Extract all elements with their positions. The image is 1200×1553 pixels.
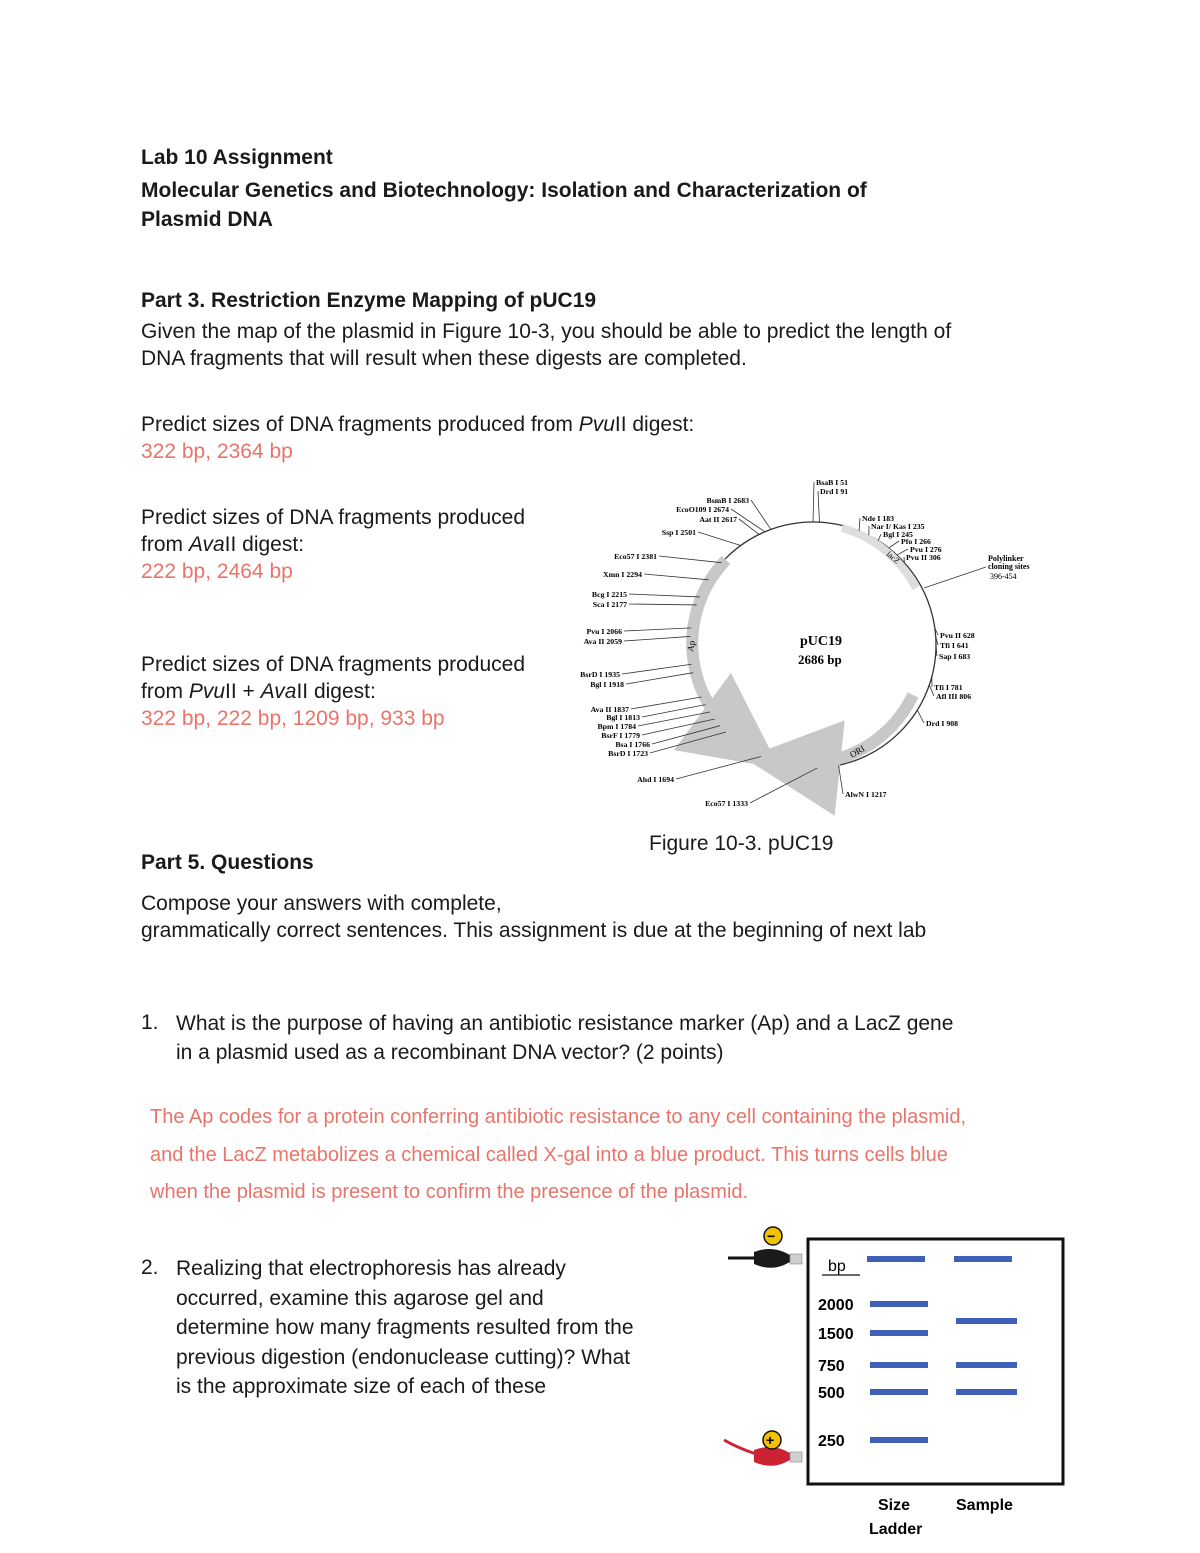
negative-electrode [728,1249,802,1268]
question2-number: 2. [141,1256,159,1279]
restriction-site-label: Aat II 2617 [699,515,737,524]
ladder-size-label: 750 [818,1358,845,1375]
restriction-site-tick [839,765,843,794]
sample-label: Sample [956,1497,1013,1514]
part3-question2-line2: from AvaII digest: [141,533,305,556]
restriction-site-label: EcoO109 I 2674 [676,505,729,514]
restriction-site-label: Ssp I 2501 [661,528,696,537]
restriction-site-label: BsrD I 1723 [608,749,648,758]
restriction-site-tick [624,628,691,631]
positive-electrode [724,1440,802,1466]
part3-question1: Predict sizes of DNA fragments produced from PvuII digest: [141,413,695,436]
answer1-line3: when the plasmid is present to confirm the presence of the plasmid. [150,1181,749,1203]
restriction-site-tick [751,500,771,529]
figure-caption: Figure 10-3. pUC19 [649,832,834,855]
restriction-site-tick [622,664,692,674]
ladder-band [870,1437,928,1443]
restriction-site-label: Pvu I 2066 [586,627,622,636]
question2-line: determine how many fragments resulted from the [176,1316,634,1339]
restriction-site-label: BsrD I 1935 [580,670,620,679]
restriction-site-tick [652,726,720,744]
ladder-size-label: 1500 [818,1326,854,1343]
part5-intro-line2: grammatically correct sentences. This assignment is due at the beginning of next lab [141,919,927,942]
part3-heading: Part 3. Restriction Enzyme Mapping of pUC19 [141,289,597,312]
sample-band [956,1362,1017,1368]
polylinker-label-line1: Polylinker [988,554,1024,563]
sample-well [954,1256,1012,1262]
agarose-gel-figure [720,1222,1080,1547]
question2-line: Realizing that electrophoresis has already [176,1257,566,1280]
ladder-band [870,1330,928,1336]
part3-intro-line2: DNA fragments that will result when these digests are completed. [141,347,747,370]
restriction-site-label: Drd I 908 [926,719,959,728]
ladder-band [870,1389,928,1395]
restriction-site-label: Pvu I 276 [910,545,942,554]
restriction-site-label: Eco57 I 1333 [705,799,748,808]
restriction-site-label: Ava II 1837 [590,705,629,714]
restriction-site-label: Bsa I 1766 [615,740,650,749]
restriction-site-label: Sca I 2177 [592,600,627,609]
restriction-site-label: Nde I 183 [862,514,895,523]
restriction-site-label: Bgl I 1813 [606,713,640,722]
size-ladder-label-line1: Size [878,1497,911,1514]
restriction-site-label: Bgl I 245 [883,530,913,539]
answer1-line1: The Ap codes for a protein conferring antibiotic resistance to any cell containing the plasmid, [150,1106,967,1128]
restriction-site-label: AlwN I 1217 [845,790,887,799]
sample-band [956,1389,1017,1395]
restriction-site-label: Bgl I 1918 [590,680,624,689]
document-subtitle-line1: Molecular Genetics and Biotechnology: Isolation and Characterization of [141,179,867,202]
ladder-size-label: 500 [818,1385,845,1402]
part3-question2-line1: Predict sizes of DNA fragments produced [141,506,526,529]
ori-label: ORI [848,743,867,760]
polylinker-label-line2: cloning sites [988,562,1030,571]
restriction-site-tick [698,532,741,545]
restriction-site-tick [642,719,715,735]
restriction-site-label: Eco57 I 2381 [614,552,657,561]
question1-number: 1. [141,1011,159,1034]
question2-text [176,1254,634,1402]
question2-line: previous digestion (endonuclease cutting)? What [176,1345,631,1369]
restriction-site-tick [917,710,924,723]
sample-band [956,1318,1017,1324]
restriction-site-label: Drd I 91 [820,487,849,496]
restriction-site-tick [659,556,722,563]
question2-line: is the approximate size of each of these [176,1375,547,1398]
part3-question3-line1: Predict sizes of DNA fragments produced [141,653,526,676]
restriction-site-tick [859,518,860,531]
restriction-site-tick [638,712,710,726]
part3-question3-line2: from PvuII + AvaII digest: [141,680,376,703]
polylinker-pointer [924,567,986,588]
restriction-site-label: Bpm I 1784 [597,722,636,731]
question1-line1: What is the purpose of having an antibiotic resistance marker (Ap) and a LacZ gene [176,1012,954,1035]
restriction-site-label: Nar I/ Kas I 235 [871,522,925,531]
ladder-size-label: 2000 [818,1297,854,1314]
ap-gene-label: Ap [685,639,697,653]
restriction-site-tick [644,574,709,580]
ladder-well [867,1256,925,1262]
restriction-site-tick [629,604,697,605]
restriction-site-tick [626,673,693,684]
restriction-site-label: BsaB I 51 [816,478,849,487]
ladder-size-label: 250 [818,1433,845,1450]
ap-gene-arrow [692,560,741,740]
gel-box [808,1239,1063,1484]
plasmid-name: pUC19 [800,634,843,649]
positive-symbol: + [766,1432,775,1448]
part3-answer3: 322 bp, 222 bp, 1209 bp, 933 bp [141,707,445,730]
restriction-site-label: Sap I 683 [939,652,971,661]
restriction-site-label: Pfo I 266 [901,537,931,546]
negative-symbol: − [767,1228,776,1244]
ladder-band [870,1362,928,1368]
restriction-site-label: Ava II 2059 [583,637,622,646]
restriction-site-tick [624,636,690,641]
restriction-site-tick [878,534,881,541]
answer1-line2: and the LacZ metabolizes a chemical called X-gal into a blue product. This turns cells blue [150,1144,948,1166]
restriction-site-label: Afl III 806 [936,692,972,701]
restriction-site-tick [629,594,700,597]
restriction-site-tick [676,756,761,779]
restriction-site-tick [650,732,726,753]
question2-line: occurred, examine this agarose gel and [176,1286,544,1310]
part3-intro-line1: Given the map of the plasmid in Figure 10-3, you should be able to predict the length of [141,320,952,343]
restriction-site-label: Pvu II 306 [906,553,941,562]
restriction-site-tick [813,482,814,522]
restriction-site-label: Tfi I 641 [940,641,969,650]
restriction-site-tick [889,541,899,548]
plasmid-size: 2686 bp [798,652,842,667]
document-subtitle-line2: Plasmid DNA [141,208,273,231]
restriction-site-label: Xmn I 2294 [603,570,642,579]
lacz-label: lacZ [884,549,902,566]
restriction-site-label: Ahd I 1694 [637,775,674,784]
restriction-site-tick [750,768,817,803]
part5-heading: Part 5. Questions [141,851,314,874]
restriction-site-label: BsrF I 1779 [601,731,640,740]
restriction-site-tick [642,705,705,717]
part5-intro-line1: Compose your answers with complete, [141,892,502,915]
gel-bp-label: bp [828,1258,846,1275]
size-ladder-label-line2: Ladder [869,1521,923,1538]
polylinker-label-line3: 396-454 [990,572,1017,581]
ladder-band [870,1301,928,1307]
restriction-site-label: Tfi I 781 [934,683,963,692]
lab-title: Lab 10 Assignment [141,146,333,169]
part3-answer1: 322 bp, 2364 bp [141,440,293,463]
restriction-site-label: BsmB I 2683 [706,496,749,505]
plasmid-map-figure [580,470,1070,815]
restriction-site-label: Pvu II 628 [940,631,975,640]
question1-line2: in a plasmid used as a recombinant DNA vector? (2 points) [176,1041,724,1064]
restriction-site-label: Bcg I 2215 [591,590,627,599]
part3-answer2: 222 bp, 2464 bp [141,560,293,583]
